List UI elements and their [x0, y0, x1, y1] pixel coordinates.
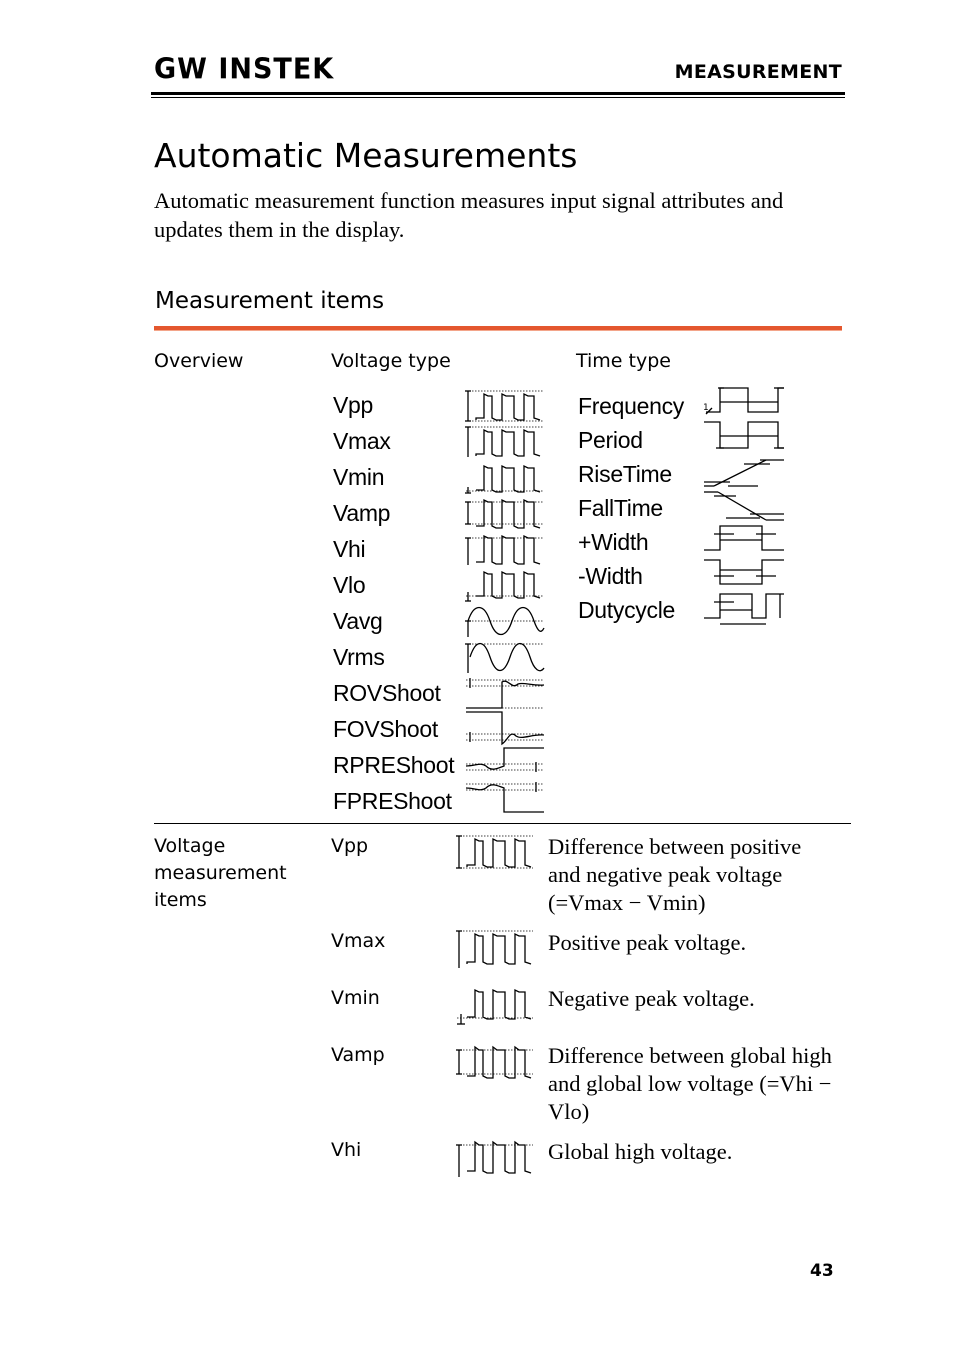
table-row-name: Vhi — [331, 1139, 362, 1161]
vhi-waveform-icon — [453, 1137, 537, 1181]
subsection-rule — [154, 326, 842, 331]
list-item: FPREShoot — [333, 788, 452, 814]
falltime-waveform-icon — [704, 492, 784, 520]
dutycycle-waveform-icon — [704, 594, 784, 624]
vmax-waveform-icon — [453, 928, 537, 972]
list-item: -Width — [578, 563, 643, 589]
list-item: FOVShoot — [333, 716, 438, 742]
subsection-title: Measurement items — [155, 288, 385, 314]
overview-label: Overview — [154, 350, 244, 372]
vlo-waveform-icon — [465, 572, 544, 601]
fpreshoot-waveform-icon — [466, 782, 544, 812]
list-item: RPREShoot — [333, 752, 455, 778]
list-item: Vavg — [333, 608, 383, 634]
vamp-waveform-icon — [465, 500, 544, 528]
page-number: 43 — [810, 1261, 834, 1281]
time-items-list — [578, 392, 684, 630]
vmin-waveform-icon — [465, 466, 544, 493]
header-rule-thin — [151, 97, 845, 98]
list-item: Vmax — [333, 428, 391, 454]
list-item: Vhi — [333, 536, 366, 562]
table-separator — [154, 823, 851, 824]
list-item: Period — [578, 427, 643, 453]
voltage-section-label: Voltage measurement items — [154, 835, 287, 911]
table-row-name: Vmax — [331, 930, 386, 952]
table-row-name: Vpp — [331, 835, 369, 857]
period-waveform-icon — [704, 422, 784, 448]
vpp-waveform-icon — [453, 833, 537, 873]
table-row-desc: Difference between global high and global low voltage (=Vhi − Vlo) — [548, 1043, 832, 1124]
voltage-waveform-icons — [462, 388, 548, 818]
fovshoot-waveform-icon — [466, 712, 544, 744]
risetime-waveform-icon — [704, 460, 784, 486]
table-row-name: Vmin — [331, 987, 380, 1009]
list-item: Vpp — [333, 392, 374, 418]
svg-text:1: 1 — [703, 403, 709, 413]
minus-width-waveform-icon — [704, 560, 784, 584]
voltage-type-label: Voltage type — [331, 350, 451, 372]
vmin-waveform-icon — [453, 984, 537, 1028]
table-row-desc: Positive peak voltage. — [548, 930, 747, 955]
brand-logo: GW INSTEK — [154, 53, 335, 86]
page-title: Automatic Measurements — [154, 136, 578, 175]
list-item: ROVShoot — [333, 680, 441, 706]
voltage-items-list — [333, 390, 454, 822]
list-item: Dutycycle — [578, 597, 675, 623]
table-row-desc: Negative peak voltage. — [548, 986, 755, 1011]
table-row-desc: Global high voltage. — [548, 1139, 733, 1164]
vhi-waveform-icon — [465, 536, 544, 565]
vrms-waveform-icon — [465, 644, 544, 674]
time-waveform-icons — [700, 384, 790, 634]
intro-paragraph: Automatic measurement function measures input signal attributes and updates them in the display. — [154, 188, 784, 242]
vavg-waveform-icon — [465, 608, 544, 638]
list-item: Vamp — [333, 500, 391, 526]
time-type-label: Time type — [576, 350, 671, 372]
section-header: MEASUREMENT — [674, 61, 842, 83]
list-item: RiseTime — [578, 461, 672, 487]
vpp-waveform-icon — [465, 391, 544, 421]
rpreshoot-waveform-icon — [466, 748, 544, 772]
list-item: Vrms — [333, 644, 385, 670]
table-row-desc: Difference between positive and negative peak voltage (=Vmax − Vmin) — [548, 834, 802, 915]
rovshoot-waveform-icon — [466, 678, 544, 708]
list-item: Vlo — [333, 572, 366, 598]
header-rule — [151, 92, 845, 95]
vmax-waveform-icon — [465, 427, 544, 457]
list-item: +Width — [578, 529, 649, 555]
vamp-waveform-icon — [453, 1042, 537, 1086]
frequency-waveform-icon — [703, 388, 784, 414]
list-item: Frequency — [578, 393, 684, 419]
list-item: Vmin — [333, 464, 385, 490]
table-row-name: Vamp — [331, 1044, 385, 1066]
list-item: FallTime — [578, 495, 663, 521]
plus-width-waveform-icon — [704, 526, 784, 550]
